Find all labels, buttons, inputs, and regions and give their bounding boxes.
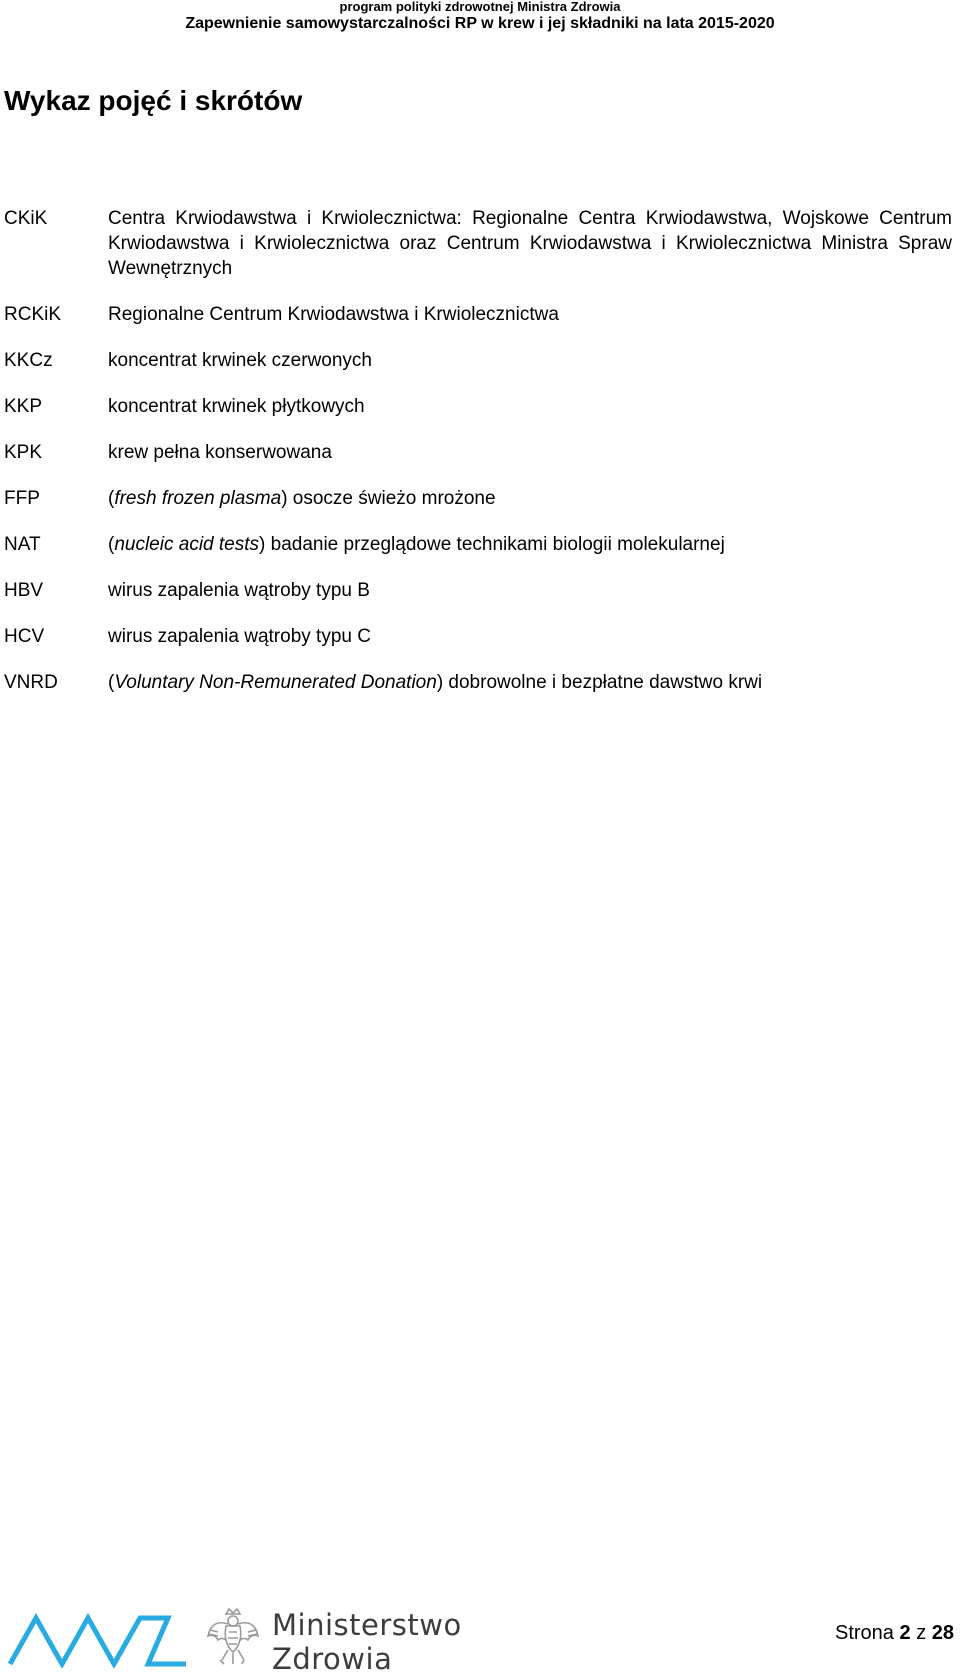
- glossary-definition: (fresh frozen plasma) osocze świeżo mrożone: [108, 488, 496, 509]
- glossary-term: VNRD: [4, 672, 58, 693]
- glossary-definition: koncentrat krwinek płytkowych: [108, 396, 365, 417]
- glossary-list: [4, 206, 956, 695]
- glossary-entry-kpk: [4, 440, 956, 465]
- glossary-definition: krew pełna konserwowana: [108, 442, 332, 463]
- mz-wave-logo-icon: [6, 1608, 192, 1668]
- glossary-term: RCKiK: [4, 304, 62, 325]
- glossary-entry-nat: [4, 532, 956, 557]
- glossary-entry-ckik: [4, 206, 956, 281]
- glossary-entry-kkp: [4, 394, 956, 419]
- glossary-definition: Centra Krwiodawstwa i Krwiolecznictwa: Regionalne Centra Krwiodawstwa, Wojskowe Centrum Krwiodawstwa i Krwiolecznictwa oraz Centrum Krwiodawstwa i Krwiolecznictwa Ministra Spraw Wewnętrznych: [108, 208, 952, 279]
- glossary-entry-vnrd: [4, 670, 956, 695]
- glossary-definition: (Voluntary Non-Remunerated Donation) dobrowolne i bezpłatne dawstwo krwi: [108, 672, 763, 693]
- glossary-term: KKCz: [4, 350, 53, 371]
- page-number: [835, 1621, 954, 1645]
- glossary-definition: Regionalne Centrum Krwiodawstwa i Krwiolecznictwa: [108, 304, 559, 325]
- page-separator: z: [916, 1622, 927, 1644]
- glossary-entry-rckik: [4, 302, 956, 327]
- glossary-term: NAT: [4, 534, 41, 555]
- glossary-entry-kkcz: [4, 348, 956, 373]
- ministry-name-line2: Zdrowia: [272, 1642, 393, 1676]
- glossary-term: HCV: [4, 626, 45, 647]
- page-label: Strona: [835, 1622, 894, 1644]
- document-header: [0, 0, 960, 34]
- glossary-term: CKiK: [4, 208, 48, 229]
- glossary-definition: (nucleic acid tests) badanie przeglądowe technikami biologii molekularnej: [108, 534, 725, 555]
- glossary-definition: wirus zapalenia wątroby typu B: [108, 580, 370, 601]
- page-current: 2: [899, 1622, 911, 1644]
- glossary-entry-hcv: [4, 624, 956, 649]
- glossary-term: KKP: [4, 396, 43, 417]
- glossary-term: KPK: [4, 442, 43, 463]
- ministry-name-line1: Ministerstwo: [272, 1608, 462, 1642]
- glossary-definition: wirus zapalenia wątroby typu C: [108, 626, 371, 647]
- glossary-term: HBV: [4, 580, 44, 601]
- glossary-definition: koncentrat krwinek czerwonych: [108, 350, 372, 371]
- polish-eagle-emblem-icon: [206, 1606, 260, 1670]
- glossary-entry-ffp: [4, 486, 956, 511]
- page-total: 28: [931, 1622, 954, 1644]
- glossary-entry-hbv: [4, 578, 956, 603]
- header-program-title: Zapewnienie samowystarczalności RP w krew i jej składniki na lata 2015-2020: [185, 15, 775, 32]
- page-title: Wykaz pojęć i skrótów: [4, 85, 303, 116]
- glossary-term: FFP: [4, 488, 40, 509]
- header-program-label: program polityki zdrowotnej Ministra Zdrowia: [339, 0, 621, 14]
- ministry-name: [272, 1608, 462, 1676]
